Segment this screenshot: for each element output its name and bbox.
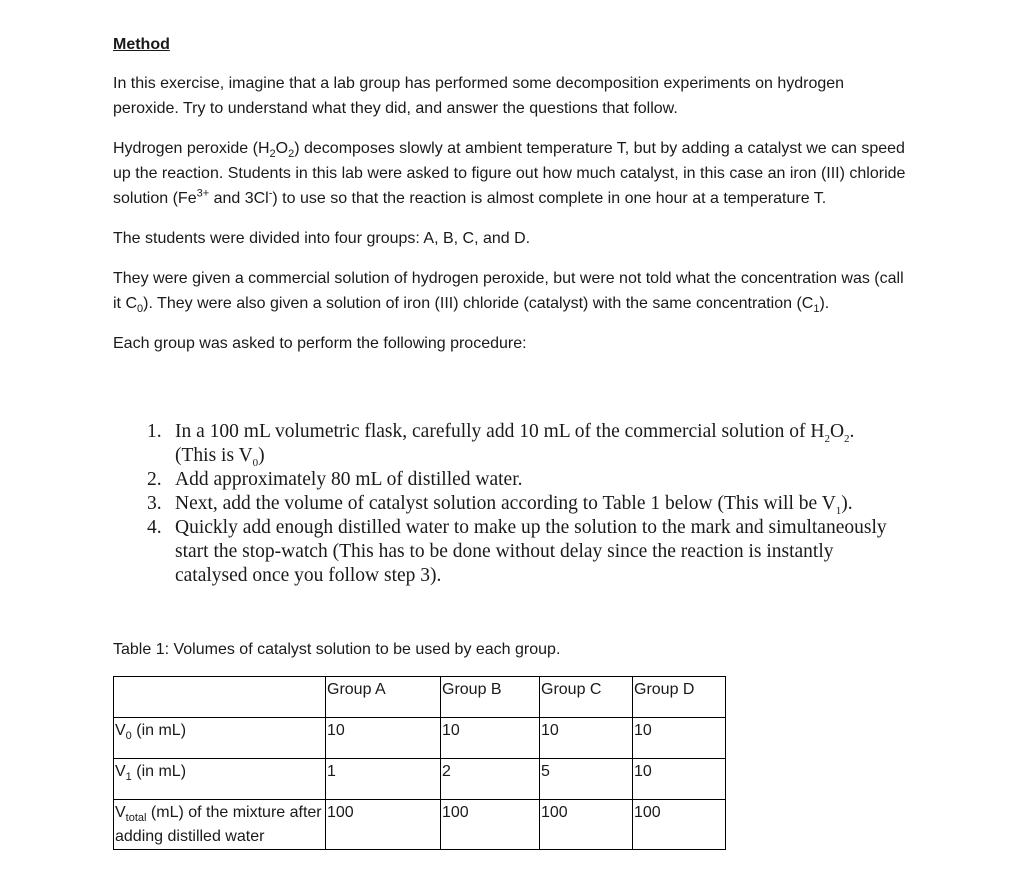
table-cell: 10 (633, 718, 726, 759)
table-header-cell (114, 677, 326, 718)
table-row (114, 759, 726, 800)
procedure-step: 2. Add approximately 80 mL of distilled water. (147, 469, 523, 490)
table-header-row (114, 677, 726, 718)
table-header-cell: Group D (633, 677, 726, 718)
table-cell: 100 (441, 800, 540, 850)
table-header-cell: Group C (540, 677, 633, 718)
procedure-intro: Each group was asked to perform the following procedure: (113, 335, 527, 352)
table-cell: 5 (540, 759, 633, 800)
table-row (114, 800, 726, 850)
document-body (113, 32, 913, 371)
table-header-cell: Group B (441, 677, 540, 718)
table-cell: 10 (326, 718, 441, 759)
procedure-step: 3. Next, add the volume of catalyst solution according to Table 1 below (This will be $V_1$). (147, 493, 853, 517)
table-cell: 100 (633, 800, 726, 850)
table-cell: 10 (633, 759, 726, 800)
row-label: $V_{total}$ (mL) of the mixture after adding distilled water (114, 800, 326, 850)
catalyst-paragraph: Hydrogen peroxide $(H_2O_2)$ decomposes slowly at ambient temperature T, but by adding a catalyst we can speed up the reaction. Students in this lab were asked to figure out how much catalyst, in this case an iron (III) chloride solution ($Fe^{3+}$ and 3Cl-) to use so that the reaction is almost complete in one hour at a temperature T. (113, 140, 906, 207)
table-header-cell: Group A (326, 677, 441, 718)
procedure-step: 1. In a 100 mL volumetric flask, carefully add 10 mL of the commercial solution of $H_2O_2$. (This is $V_0$) (147, 421, 855, 469)
table-cell: 1 (326, 759, 441, 800)
catalyst-volume-table (113, 676, 726, 850)
table-cell: 2 (441, 759, 540, 800)
table-cell: 100 (540, 800, 633, 850)
table-cell: 100 (326, 800, 441, 850)
method-heading: Method (113, 36, 170, 53)
solutions-paragraph: They were given a commercial solution of hydrogen peroxide, but were not told what the concentration was (call it $C_0$). They were also given a solution of iron (III) chloride (catalyst) with the same concentration $(C_1)$. (113, 270, 904, 316)
table-cell: 10 (441, 718, 540, 759)
groups-paragraph: The students were divided into four groups: A, B, C, and D. (113, 230, 531, 247)
row-label: $V_0$ (in mL) (114, 718, 326, 759)
table-cell: 10 (540, 718, 633, 759)
procedure-list (147, 420, 887, 588)
row-label: $V_1$ (in mL) (114, 759, 326, 800)
procedure-step: 4. Quickly add enough distilled water to make up the solution to the mark and simultaneously start the stop-watch (This has to be done without delay since the reaction is instantly catalysed once you follow step 3). (147, 517, 887, 586)
table-caption: Table 1: Volumes of catalyst solution to be used by each group. (113, 641, 561, 658)
table-row (114, 718, 726, 759)
intro-paragraph: In this exercise, imagine that a lab group has performed some decomposition experiments on hydrogen peroxide. Try to understand what they did, and answer the questions that follow. (113, 75, 845, 117)
